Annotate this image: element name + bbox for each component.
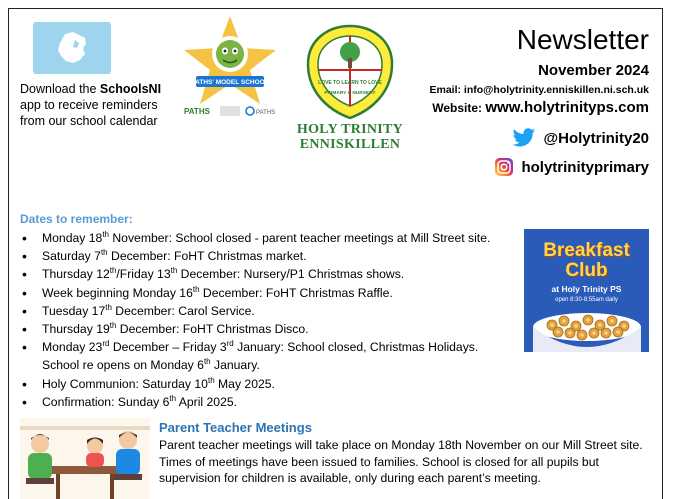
dates-list <box>22 229 512 411</box>
date-item: • Monday 18th November: School closed - parent teacher meetings at Mill Street site. <box>22 229 512 247</box>
date-item: • Thursday 12th/Friday 13th December: Nursery/P1 Christmas shows. <box>22 265 512 283</box>
instagram-handle[interactable]: holytrinityprimary <box>521 158 649 176</box>
page-border-top <box>8 8 663 9</box>
paths-brand-right: PATHS <box>256 110 276 116</box>
school-name-line1: HOLY TRINITY <box>296 122 404 137</box>
date-item: • Monday 23rd December – Friday 3rd January: School closed, Christmas Holidays. School re opens on Monday 6th January. <box>22 338 512 374</box>
breakfast-club-title: Breakfast Club <box>543 240 630 281</box>
parent-teacher-meetings-heading: Parent Teacher Meetings <box>159 420 312 435</box>
schoolsni-logo[interactable] <box>33 22 111 74</box>
newsletter-date: November 2024 <box>538 62 649 79</box>
breakfast-club-time: open 8:30-8:55am daily <box>555 297 618 303</box>
cereal-bowl-icon <box>532 307 642 352</box>
date-item: • Holy Communion: Saturday 10th May 2025. <box>22 375 512 393</box>
email-link[interactable]: info@holytrinity.enniskillen.ni.sch.uk <box>463 84 649 96</box>
schoolsni-app-name: SchoolsNI <box>99 82 162 96</box>
twitter-handle[interactable]: @Holytrinity20 <box>543 129 649 147</box>
instagram-icon <box>495 158 513 176</box>
twitter-line[interactable] <box>512 128 649 148</box>
crest-motto-bottom: PRIMARY & NURSERY <box>324 91 376 96</box>
email-line <box>429 84 649 96</box>
paths-badge-label: PATHS' MODEL SCHOOL <box>191 79 269 86</box>
page-border-left <box>8 8 9 499</box>
paths-brand-left: PATHS <box>184 107 210 116</box>
page-border-right <box>662 8 663 499</box>
newsletter-title: Newsletter <box>516 24 649 55</box>
schoolsni-download-text <box>20 81 180 129</box>
twitter-bird-icon <box>512 128 536 148</box>
schoolsni-text-after: app to receive reminders from our school calendar <box>20 98 158 128</box>
date-item: • Week beginning Monday 16th December: FoHT Christmas Raffle. <box>22 284 512 302</box>
date-item: • Confirmation: Sunday 6th April 2025. <box>22 393 512 411</box>
date-item: • Thursday 19th December: FoHT Christmas Disco. <box>22 320 512 338</box>
crest-motto-top: LOVE TO LEARN TO LOVE <box>318 80 382 86</box>
paths-model-school-badge <box>180 14 280 122</box>
breakfast-club-poster <box>524 229 649 352</box>
holy-trinity-crest <box>300 22 400 122</box>
website-line <box>432 99 649 116</box>
northern-ireland-map-icon <box>55 30 89 66</box>
school-name <box>290 122 410 152</box>
instagram-line[interactable] <box>495 158 649 176</box>
website-link[interactable]: www.holytrinityps.com <box>485 99 649 116</box>
parent-teacher-meetings-text: Parent teacher meetings will take place on Monday 18th November on our Mill Street site. Times of meetings have been issued to families. School is closed for all pupils but supervision for children is available, only during each parent’s meeting. <box>159 438 643 485</box>
parent-teacher-meeting-illustration <box>20 418 150 499</box>
website-label: Website: <box>432 101 486 115</box>
date-item: • Tuesday 17th December: Carol Service. <box>22 302 512 320</box>
breakfast-club-subtitle: at Holy Trinity PS <box>551 284 622 294</box>
school-name-line2: ENNISKILLEN <box>299 137 401 152</box>
date-item: • Saturday 7th December: FoHT Christmas market. <box>22 247 512 265</box>
dates-heading: Dates to remember: <box>20 212 133 226</box>
email-label: Email: <box>429 84 464 96</box>
schoolsni-text-before: Download the <box>20 82 100 96</box>
